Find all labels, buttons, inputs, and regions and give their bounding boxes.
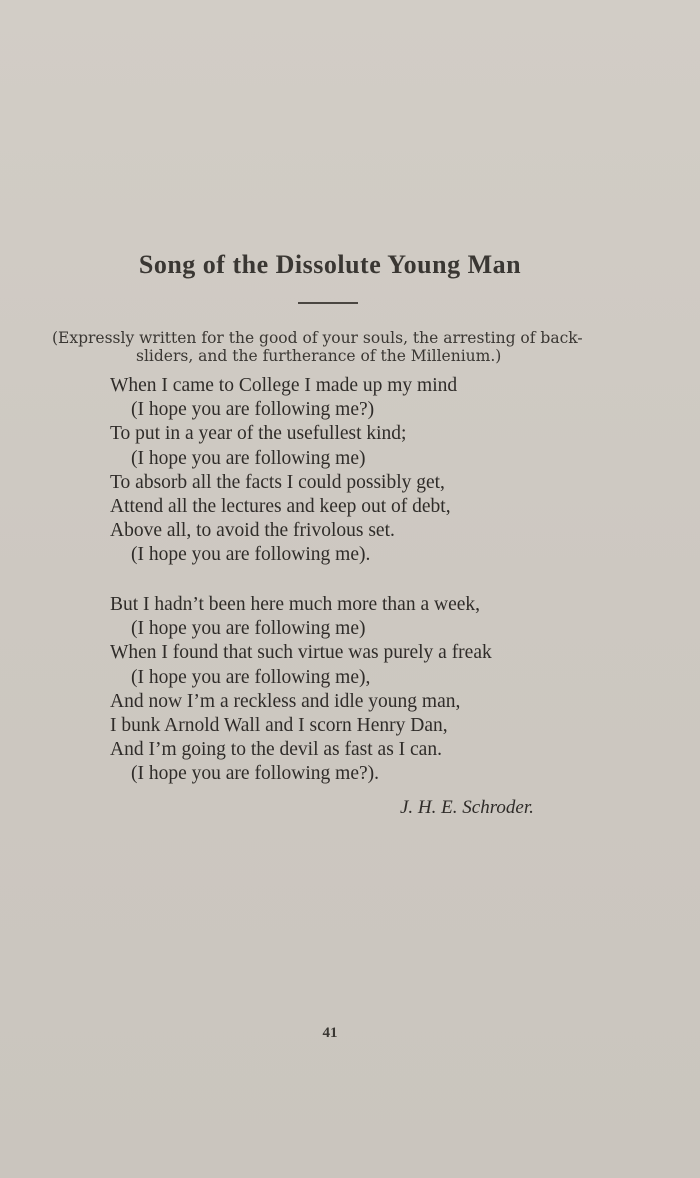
verse-line: And now I’m a reckless and idle young man, xyxy=(110,690,461,712)
stanza-2 xyxy=(110,593,610,787)
verse-line: Above all, to avoid the frivolous set. xyxy=(110,520,395,542)
refrain-line: (I hope you are following me). xyxy=(131,544,371,566)
author-signature: J. H. E. Schroder. xyxy=(400,797,534,818)
dedication-line: sliders, and the furtherance of the Millenium.) xyxy=(136,347,502,365)
page-number: 41 xyxy=(322,1025,338,1041)
verse-line: And I’m going to the devil as fast as I can. xyxy=(110,739,442,761)
refrain-line: (I hope you are following me?) xyxy=(131,399,375,421)
verse-line: Attend all the lectures and keep out of debt, xyxy=(110,496,451,518)
stanza-1 xyxy=(110,374,610,568)
verse-line: I bunk Arnold Wall and I scorn Henry Dan, xyxy=(110,715,448,737)
refrain-line: (I hope you are following me) xyxy=(131,447,366,469)
refrain-line: (I hope you are following me), xyxy=(131,666,371,688)
verse-line: To absorb all the facts I could possibly get, xyxy=(110,471,445,493)
verse-line: When I came to College I made up my mind xyxy=(110,375,458,396)
verse-line: But I hadn’t been here much more than a week, xyxy=(110,594,481,615)
refrain-line: (I hope you are following me) xyxy=(131,618,366,640)
verse-line: To put in a year of the usefullest kind; xyxy=(110,423,407,445)
refrain-line: (I hope you are following me?). xyxy=(131,763,379,785)
poem-title: Song of the Dissolute Young Man xyxy=(138,250,522,279)
dedication-line: (Expressly written for the good of your souls, the arresting of back- xyxy=(52,329,583,347)
verse-line: When I found that such virtue was purely a freak xyxy=(110,642,492,664)
poem-dedication xyxy=(52,329,622,365)
title-divider xyxy=(298,302,358,304)
